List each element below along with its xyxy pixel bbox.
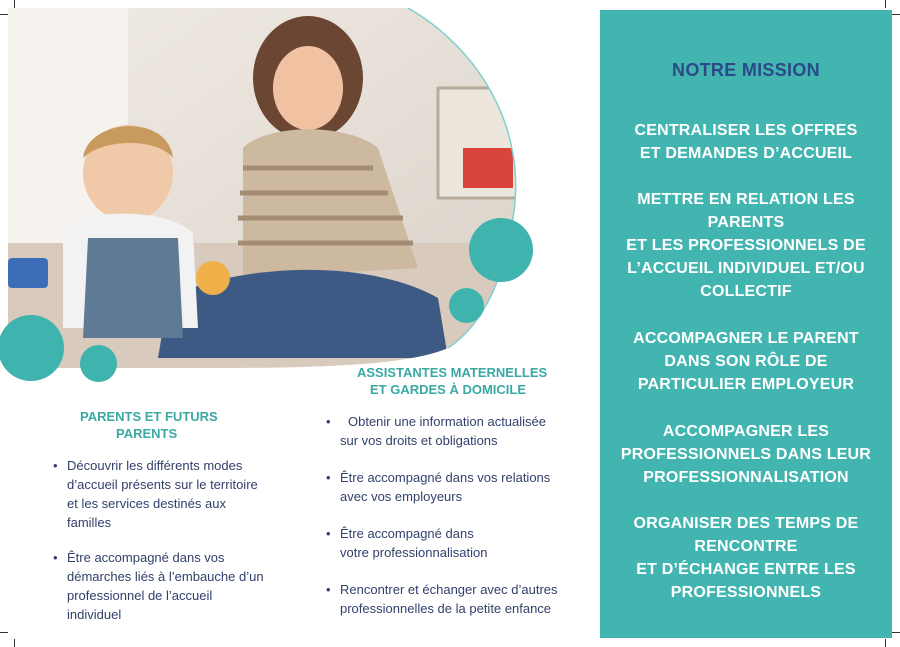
assistantes-title	[357, 364, 547, 398]
list-item-line: • Découvrir les différents modes	[67, 458, 243, 473]
mission-line: PROFESSIONNELS DANS LEUR	[620, 446, 872, 463]
mission-item	[608, 420, 884, 489]
mission-title: NOTRE MISSION	[672, 60, 820, 80]
mission-line: PROFESSIONNALISATION	[643, 469, 849, 486]
crop-mark	[14, 639, 15, 647]
mission-line: ORGANISER DES TEMPS DE	[633, 515, 859, 532]
assistantes-list	[326, 412, 608, 618]
assistantes-title-line: ASSISTANTES MATERNELLES	[357, 365, 548, 380]
mission-item	[608, 327, 884, 396]
crop-mark	[892, 14, 900, 15]
list-item-line: et les services destinés aux	[67, 496, 226, 511]
list-item-line: sur vos droits et obligations	[340, 433, 498, 448]
hero-photo	[8, 8, 520, 368]
decorative-circle	[80, 345, 117, 382]
crop-mark	[0, 14, 8, 15]
list-item	[340, 524, 608, 562]
crop-mark	[892, 632, 900, 633]
list-item	[340, 412, 608, 450]
decorative-circle	[469, 218, 533, 282]
crop-mark	[0, 632, 8, 633]
list-item-line: avec vos employeurs	[340, 489, 463, 504]
list-item-line: professionnelles de la petite enfance	[340, 601, 552, 616]
list-item-line: familles	[67, 515, 112, 530]
mission-line: ACCOMPAGNER LES	[662, 423, 830, 440]
mission-item	[608, 188, 884, 303]
list-item-line: d’accueil présents sur le territoire	[67, 477, 258, 492]
mission-line: METTRE EN RELATION LES	[637, 191, 855, 208]
parents-title-line: PARENTS ET FUTURS	[80, 409, 218, 424]
list-item	[67, 456, 327, 532]
mission-item	[608, 512, 884, 604]
list-item-line: • Être accompagné dans vos relations	[340, 470, 551, 485]
mission-line: ACCOMPAGNER LE PARENT	[633, 330, 859, 347]
parents-list	[53, 456, 327, 624]
mission-line: COLLECTIF	[700, 283, 792, 300]
mission-line: ET LES PROFESSIONNELS DE	[626, 237, 866, 254]
list-item-line: • Rencontrer et échanger avec d’autres	[340, 582, 558, 597]
mission-line: ET DEMANDES D’ACCUEIL	[639, 145, 853, 162]
decorative-circle	[0, 315, 64, 381]
crop-mark	[14, 0, 15, 8]
list-item-line: démarches liés à l’embauche d’un	[67, 569, 264, 584]
list-item-line: individuel	[67, 607, 122, 622]
mission-line: PARTICULIER EMPLOYEUR	[637, 376, 855, 393]
crop-mark	[885, 639, 886, 647]
parents-title	[80, 408, 218, 442]
list-item	[340, 468, 608, 506]
mission-line: PARENTS	[707, 214, 785, 231]
mission-line: CENTRALISER LES OFFRES	[634, 122, 858, 139]
mission-panel	[600, 10, 892, 638]
mission-line: PROFESSIONNELS	[670, 584, 822, 601]
mission-line: L’ACCUEIL INDIVIDUEL ET/OU	[627, 260, 865, 277]
list-item-line: votre professionnalisation	[340, 545, 488, 560]
list-item-line: • Obtenir une information actualisée	[348, 414, 547, 429]
list-item-line: professionnel de l’accueil	[67, 588, 213, 603]
mission-line: ET D’ÉCHANGE ENTRE LES	[636, 561, 856, 578]
list-item-line: • Être accompagné dans	[340, 526, 474, 541]
assistantes-title-line: ET GARDES À DOMICILE	[370, 382, 527, 397]
mission-item	[608, 119, 884, 165]
list-item-line: • Être accompagné dans vos	[67, 550, 225, 565]
list-item	[340, 580, 608, 618]
mission-line: DANS SON RÔLE DE	[664, 353, 828, 370]
decorative-circle	[449, 288, 484, 323]
list-item	[67, 548, 327, 624]
parents-title-line: PARENTS	[116, 426, 178, 441]
crop-mark	[885, 0, 886, 8]
mission-line: RENCONTRE	[694, 538, 798, 555]
